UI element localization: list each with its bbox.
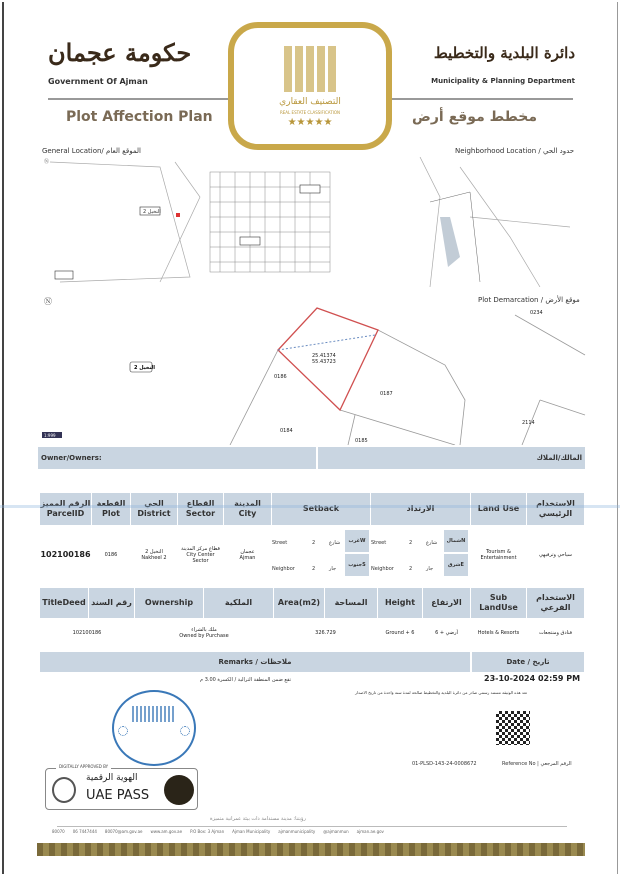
sector-value: قطاع مركز المدينة City Center Sector — [181, 546, 220, 564]
setback-east: شرقE — [444, 554, 468, 576]
header-parcel-id: الرقم المميز ParcelID — [40, 493, 91, 525]
buildings-icon — [284, 46, 336, 92]
header-sector: القطاع Sector — [178, 493, 223, 525]
neighborhood-location-label: Neighborhood Location / حدود الحي — [455, 147, 575, 155]
header-ownership: Ownership — [135, 588, 203, 618]
footer-divider — [57, 826, 567, 827]
title-arabic: مخطط موقع أرض — [412, 109, 538, 125]
header-district: الحي District — [131, 493, 177, 525]
header-ownership-arabic: الملكية — [204, 588, 273, 618]
city-value: عجمان Ajman — [239, 549, 256, 561]
qr-code — [496, 711, 530, 745]
land-use-arabic-value: سياحي وترفيهي — [538, 552, 572, 558]
remarks-text: تقع ضمن المنطقة الترالية / الكسرة 3.00 م — [200, 677, 291, 683]
height-value: Ground + 6 — [385, 630, 415, 636]
date-value: 23-10-2024 02:59 PM — [484, 674, 581, 683]
north-arrow-icon: Ⓝ — [44, 159, 50, 165]
email-contact: 80070@am.gov.ae — [104, 829, 143, 834]
header-title-deed: TitleDeed — [40, 588, 88, 618]
validity-note: تعد هذه الوثيقة مستند رسمي صادر من دائرة البلدية والتخطيط صالحة لمدة سنة واحدة من تاريخ الاصدار — [355, 690, 527, 695]
north-arrow-icon: Ⓝ — [44, 297, 52, 306]
coordinate-lat: 25.41374 — [312, 353, 336, 359]
facebook-link[interactable]: Ajman Municipality — [232, 829, 271, 834]
reference-label: Reference No | الرقم المرجعي — [502, 761, 572, 767]
real-estate-classification-seal — [228, 22, 392, 150]
header-height: Height — [378, 588, 422, 618]
plot-label: 0186 — [274, 374, 287, 380]
plot-label: 2114 — [522, 420, 535, 426]
plot-label: 0184 — [280, 428, 293, 434]
sub-land-use-value: Hotels & Resorts — [477, 630, 520, 636]
header-land-use: Land Use — [471, 493, 526, 525]
government-name: Government Of Ajman — [48, 77, 148, 86]
scan-streak — [0, 505, 620, 508]
twitter-link[interactable]: @ajmanmun — [323, 829, 349, 834]
map-district-label: النخيل 2 — [143, 209, 161, 215]
height-arabic-value: أرضي + 6 — [435, 630, 458, 636]
owner-label-arabic: المالك/الملاك — [318, 447, 585, 469]
plot-label: 0185 — [355, 438, 368, 444]
decorative-gold-band — [37, 843, 585, 856]
government-logo: حكومة عجمان — [48, 38, 192, 67]
header-setback-arabic: الارتداد — [371, 493, 470, 525]
header-setback: Setback — [272, 493, 370, 525]
footer-contacts — [52, 829, 572, 834]
date-header: Date / تاريخ — [472, 652, 584, 672]
ajman-emblem-icon — [164, 775, 194, 805]
header-plot: القطعة Plot — [92, 493, 130, 525]
fingerprint-icon — [52, 777, 76, 803]
coordinate-lon: 55.43723 — [312, 359, 336, 365]
header-city: المدينة City — [224, 493, 271, 525]
instagram-link[interactable]: ajmanmunicipality — [278, 829, 316, 834]
header-title-deed-arabic: رقم السند — [89, 588, 134, 618]
plot-label: 0187 — [380, 391, 393, 397]
reference-number: 01-PLSD-143-24-0008672 — [412, 761, 477, 767]
title-english: Plot Affection Plan — [66, 109, 213, 125]
plot-diagonal — [278, 335, 375, 350]
district-label: النخيل 2 — [134, 365, 155, 371]
official-stamp — [112, 690, 196, 766]
footer-slogan: رؤيتنا: مدينة مستدامة ذات بيئة عمرانية متميزة — [210, 816, 306, 822]
setback-north: شمالN — [444, 530, 468, 552]
uae-pass-english: UAE PASS — [86, 788, 150, 803]
location-maps — [40, 157, 580, 287]
header-sub-land-use: Sub LandUse — [471, 588, 526, 618]
header-height-arabic: الارتفاع — [423, 588, 470, 618]
plot-demarcation-label: Plot Demarcation / موقع الأرض — [478, 296, 580, 304]
remarks-header: Remarks / ملاحظات — [40, 652, 470, 672]
header-land-use-arabic: الاستخدام الرئيسي — [527, 493, 584, 525]
owner-label: Owner/Owners: — [38, 447, 316, 469]
plot-value: 0186 — [104, 552, 118, 558]
po-box: P.O Box: 3 Ajman — [190, 829, 225, 834]
setback-south: جنوبS — [345, 554, 369, 576]
website-link[interactable]: www.am.gov.ae — [150, 829, 183, 834]
header-sub-land-use-arabic: الاستخدام الفرعي — [527, 588, 584, 618]
department-logo: دائرة البلدية والتخطيط — [433, 44, 575, 62]
uae-pass-arabic: الهوية الرقمية — [86, 773, 138, 783]
setback-west: غربW — [345, 530, 369, 552]
land-use-value: Tourism & Entertainment — [480, 549, 517, 561]
ownership-value: ملك بالشراء Owned by Purchase — [179, 627, 229, 639]
department-name: Municipality & Planning Department — [431, 77, 575, 85]
seal-stars: ★★★★★ — [287, 117, 333, 128]
fax-contact: 06 7447444 — [72, 829, 97, 834]
title-deed-value: 102100186 — [72, 630, 102, 636]
map-scale: 1:999 — [44, 433, 56, 438]
plot-demarcation-map — [30, 305, 590, 445]
plot-location-marker — [176, 213, 180, 217]
parcel-id-value: 102100186 — [40, 550, 91, 560]
seal-arabic: التصنيف العقاري — [279, 97, 341, 107]
area-value: 326.729 — [315, 630, 336, 636]
district-value: النخيل 2 Nakheel 2 — [141, 549, 167, 561]
sub-land-use-arabic-value: فنادق ومنتجعات — [538, 630, 573, 636]
uae-pass-badge — [45, 764, 198, 810]
digitally-approved-label: DIGITALLY APPROVED BY — [56, 764, 111, 769]
phone-contact: 80070 — [52, 829, 65, 834]
header-area-arabic: المساحة — [325, 588, 377, 618]
seal-english: REAL ESTATE CLASSIFICATION — [280, 110, 340, 115]
youtube-link[interactable]: ajman.ae.gov — [356, 829, 384, 834]
general-location-label: General Location/ الموقع العام — [42, 147, 141, 155]
plot-label: 0234 — [530, 310, 543, 316]
header-area: Area(m2) — [274, 588, 324, 618]
